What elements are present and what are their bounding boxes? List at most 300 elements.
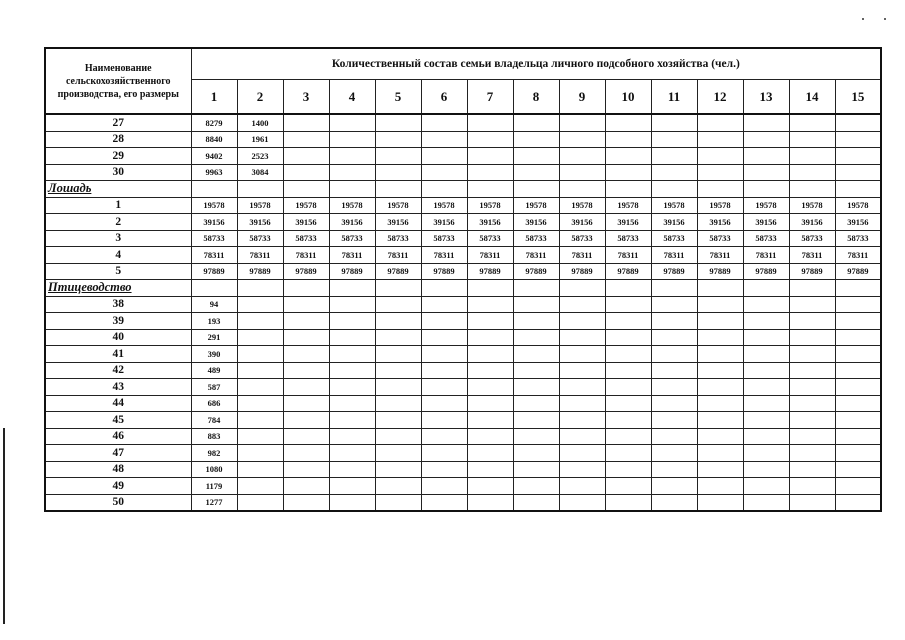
table-row: [45, 362, 881, 379]
empty-cell: [559, 114, 605, 131]
empty-cell: [835, 412, 881, 429]
row-label: 29: [45, 148, 191, 165]
empty-cell: [605, 445, 651, 462]
column-number-header: 13: [743, 80, 789, 115]
empty-cell: [283, 148, 329, 165]
empty-cell: [283, 346, 329, 363]
empty-cell: [421, 164, 467, 181]
empty-cell: [651, 494, 697, 511]
empty-cell: [697, 329, 743, 346]
value-cell: 2523: [237, 148, 283, 165]
value-cell: 78311: [789, 247, 835, 264]
column-number-header: 15: [835, 80, 881, 115]
empty-cell: [743, 494, 789, 511]
empty-cell: [329, 494, 375, 511]
table-row: [45, 445, 881, 462]
empty-cell: [237, 362, 283, 379]
column-number-header: 14: [789, 80, 835, 115]
table-row: [45, 197, 881, 214]
empty-cell: [237, 346, 283, 363]
value-cell: 78311: [191, 247, 237, 264]
empty-cell: [789, 329, 835, 346]
empty-cell: [513, 313, 559, 330]
value-cell: 58733: [605, 230, 651, 247]
empty-cell: [651, 445, 697, 462]
row-label: 39: [45, 313, 191, 330]
empty-cell: [559, 346, 605, 363]
empty-cell: [329, 461, 375, 478]
empty-cell: [789, 313, 835, 330]
value-cell: 97889: [283, 263, 329, 280]
value-cell: 1277: [191, 494, 237, 511]
empty-cell: [467, 362, 513, 379]
value-cell: 78311: [283, 247, 329, 264]
column-number-header: 10: [605, 80, 651, 115]
value-cell: 19578: [329, 197, 375, 214]
empty-cell: [237, 329, 283, 346]
empty-cell: [835, 494, 881, 511]
empty-cell: [559, 428, 605, 445]
empty-cell: [835, 395, 881, 412]
empty-cell: [375, 412, 421, 429]
empty-cell: [743, 280, 789, 297]
empty-cell: [559, 296, 605, 313]
empty-cell: [467, 346, 513, 363]
empty-cell: [835, 181, 881, 198]
table-row: [45, 313, 881, 330]
table-row: [45, 263, 881, 280]
value-cell: 94: [191, 296, 237, 313]
empty-cell: [421, 379, 467, 396]
value-cell: 19578: [467, 197, 513, 214]
empty-cell: [835, 313, 881, 330]
scan-edge-mark: [3, 428, 5, 624]
value-cell: 97889: [697, 263, 743, 280]
empty-cell: [605, 280, 651, 297]
empty-cell: [651, 461, 697, 478]
empty-cell: [559, 412, 605, 429]
empty-cell: [651, 296, 697, 313]
table-row: [45, 478, 881, 495]
empty-cell: [513, 346, 559, 363]
row-label: 47: [45, 445, 191, 462]
empty-cell: [375, 280, 421, 297]
value-cell: 39156: [375, 214, 421, 231]
empty-cell: [743, 329, 789, 346]
empty-cell: [283, 362, 329, 379]
empty-cell: [329, 148, 375, 165]
empty-cell: [283, 445, 329, 462]
empty-cell: [375, 164, 421, 181]
empty-cell: [283, 280, 329, 297]
empty-cell: [559, 280, 605, 297]
value-cell: 8279: [191, 114, 237, 131]
row-label: 49: [45, 478, 191, 495]
value-cell: 39156: [237, 214, 283, 231]
value-cell: 78311: [329, 247, 375, 264]
value-cell: 193: [191, 313, 237, 330]
value-cell: 78311: [743, 247, 789, 264]
empty-cell: [329, 362, 375, 379]
empty-cell: [605, 461, 651, 478]
empty-cell: [743, 181, 789, 198]
empty-cell: [605, 494, 651, 511]
empty-cell: [421, 445, 467, 462]
empty-cell: [559, 362, 605, 379]
empty-cell: [651, 478, 697, 495]
empty-cell: [697, 181, 743, 198]
empty-cell: [237, 494, 283, 511]
empty-cell: [789, 280, 835, 297]
empty-cell: [835, 478, 881, 495]
row-label: 40: [45, 329, 191, 346]
empty-cell: [329, 131, 375, 148]
empty-cell: [191, 280, 237, 297]
empty-cell: [467, 412, 513, 429]
empty-cell: [697, 131, 743, 148]
row-label: 42: [45, 362, 191, 379]
empty-cell: [743, 296, 789, 313]
value-cell: 39156: [191, 214, 237, 231]
value-cell: 58733: [651, 230, 697, 247]
empty-cell: [605, 181, 651, 198]
row-label: 45: [45, 412, 191, 429]
empty-cell: [421, 329, 467, 346]
section-title: Лошадь: [45, 181, 191, 198]
value-cell: 19578: [421, 197, 467, 214]
value-cell: 19578: [651, 197, 697, 214]
value-cell: 489: [191, 362, 237, 379]
empty-cell: [605, 362, 651, 379]
empty-cell: [283, 412, 329, 429]
value-cell: 19578: [835, 197, 881, 214]
empty-cell: [375, 461, 421, 478]
empty-cell: [237, 412, 283, 429]
row-label: 43: [45, 379, 191, 396]
value-cell: 9402: [191, 148, 237, 165]
value-cell: 97889: [467, 263, 513, 280]
value-cell: 78311: [421, 247, 467, 264]
empty-cell: [421, 148, 467, 165]
row-label: 5: [45, 263, 191, 280]
value-cell: 1179: [191, 478, 237, 495]
value-cell: 39156: [283, 214, 329, 231]
empty-cell: [835, 362, 881, 379]
empty-cell: [421, 346, 467, 363]
column-number-header: 2: [237, 80, 283, 115]
value-cell: 58733: [283, 230, 329, 247]
empty-cell: [697, 445, 743, 462]
empty-cell: [605, 131, 651, 148]
value-cell: 58733: [467, 230, 513, 247]
value-cell: 58733: [191, 230, 237, 247]
value-cell: 97889: [605, 263, 651, 280]
empty-cell: [375, 313, 421, 330]
empty-cell: [283, 478, 329, 495]
column-number-header: 6: [421, 80, 467, 115]
value-cell: 97889: [421, 263, 467, 280]
empty-cell: [421, 412, 467, 429]
empty-cell: [375, 395, 421, 412]
value-cell: 97889: [559, 263, 605, 280]
value-cell: 39156: [559, 214, 605, 231]
empty-cell: [329, 395, 375, 412]
empty-cell: [559, 313, 605, 330]
table-row: [45, 230, 881, 247]
empty-cell: [329, 412, 375, 429]
row-label: 41: [45, 346, 191, 363]
empty-cell: [697, 379, 743, 396]
value-cell: 39156: [605, 214, 651, 231]
empty-cell: [513, 395, 559, 412]
empty-cell: [559, 395, 605, 412]
value-cell: 784: [191, 412, 237, 429]
value-cell: 19578: [605, 197, 651, 214]
empty-cell: [329, 428, 375, 445]
value-cell: 78311: [697, 247, 743, 264]
value-cell: 58733: [513, 230, 559, 247]
value-cell: 982: [191, 445, 237, 462]
empty-cell: [789, 114, 835, 131]
empty-cell: [835, 164, 881, 181]
empty-cell: [467, 280, 513, 297]
empty-cell: [605, 412, 651, 429]
empty-cell: [743, 445, 789, 462]
table-row: [45, 412, 881, 429]
empty-cell: [789, 461, 835, 478]
empty-cell: [605, 313, 651, 330]
value-cell: 39156: [743, 214, 789, 231]
value-cell: 1080: [191, 461, 237, 478]
table-row: [45, 148, 881, 165]
empty-cell: [237, 181, 283, 198]
empty-cell: [375, 428, 421, 445]
empty-cell: [329, 313, 375, 330]
value-cell: 58733: [375, 230, 421, 247]
empty-cell: [697, 478, 743, 495]
empty-cell: [283, 379, 329, 396]
empty-cell: [789, 494, 835, 511]
table-row: [45, 247, 881, 264]
empty-cell: [789, 164, 835, 181]
column-number-header: 1: [191, 80, 237, 115]
table-row: [45, 164, 881, 181]
value-cell: 58733: [835, 230, 881, 247]
empty-cell: [513, 181, 559, 198]
empty-cell: [513, 164, 559, 181]
row-label: 27: [45, 114, 191, 131]
table-row: [45, 296, 881, 313]
empty-cell: [651, 313, 697, 330]
empty-cell: [421, 131, 467, 148]
empty-cell: [329, 445, 375, 462]
row-label: 3: [45, 230, 191, 247]
empty-cell: [743, 114, 789, 131]
table-row: [45, 428, 881, 445]
value-cell: 587: [191, 379, 237, 396]
empty-cell: [697, 461, 743, 478]
empty-cell: [651, 428, 697, 445]
value-cell: 19578: [789, 197, 835, 214]
table-row: [45, 114, 881, 131]
section-row: [45, 280, 881, 297]
empty-cell: [743, 461, 789, 478]
empty-cell: [513, 379, 559, 396]
empty-cell: [467, 379, 513, 396]
empty-cell: [329, 181, 375, 198]
empty-cell: [375, 478, 421, 495]
column-number-header: 3: [283, 80, 329, 115]
column-number-header: 8: [513, 80, 559, 115]
value-cell: 97889: [237, 263, 283, 280]
empty-cell: [375, 445, 421, 462]
empty-cell: [789, 296, 835, 313]
row-label: 28: [45, 131, 191, 148]
empty-cell: [421, 296, 467, 313]
row-label: 46: [45, 428, 191, 445]
empty-cell: [697, 296, 743, 313]
column-number-header: 5: [375, 80, 421, 115]
row-label: 30: [45, 164, 191, 181]
empty-cell: [789, 181, 835, 198]
value-cell: 58733: [237, 230, 283, 247]
empty-cell: [697, 428, 743, 445]
empty-cell: [421, 362, 467, 379]
value-cell: 9963: [191, 164, 237, 181]
empty-cell: [513, 148, 559, 165]
value-cell: 39156: [513, 214, 559, 231]
empty-cell: [375, 131, 421, 148]
empty-cell: [559, 131, 605, 148]
empty-cell: [513, 478, 559, 495]
empty-cell: [467, 494, 513, 511]
empty-cell: [605, 379, 651, 396]
empty-cell: [743, 412, 789, 429]
value-cell: 39156: [421, 214, 467, 231]
empty-cell: [559, 478, 605, 495]
empty-cell: [651, 114, 697, 131]
column-number-header: 7: [467, 80, 513, 115]
empty-cell: [697, 412, 743, 429]
empty-cell: [421, 395, 467, 412]
row-label: 1: [45, 197, 191, 214]
value-cell: 8840: [191, 131, 237, 148]
value-cell: 97889: [651, 263, 697, 280]
empty-cell: [329, 346, 375, 363]
empty-cell: [697, 494, 743, 511]
empty-cell: [421, 313, 467, 330]
empty-cell: [743, 379, 789, 396]
empty-cell: [789, 362, 835, 379]
empty-cell: [329, 280, 375, 297]
value-cell: 883: [191, 428, 237, 445]
empty-cell: [559, 148, 605, 165]
empty-cell: [375, 362, 421, 379]
empty-cell: [467, 131, 513, 148]
empty-cell: [467, 461, 513, 478]
value-cell: 97889: [329, 263, 375, 280]
empty-cell: [743, 346, 789, 363]
empty-cell: [513, 329, 559, 346]
value-cell: 19578: [283, 197, 329, 214]
empty-cell: [789, 395, 835, 412]
empty-cell: [467, 114, 513, 131]
empty-cell: [421, 114, 467, 131]
empty-cell: [237, 478, 283, 495]
value-cell: 78311: [605, 247, 651, 264]
empty-cell: [651, 379, 697, 396]
empty-cell: [835, 280, 881, 297]
empty-cell: [697, 362, 743, 379]
empty-cell: [513, 428, 559, 445]
empty-cell: [743, 313, 789, 330]
value-cell: 19578: [513, 197, 559, 214]
row-label: 44: [45, 395, 191, 412]
empty-cell: [283, 329, 329, 346]
column-number-header: 9: [559, 80, 605, 115]
value-cell: 97889: [743, 263, 789, 280]
empty-cell: [697, 395, 743, 412]
table-body: [45, 114, 881, 511]
empty-cell: [559, 164, 605, 181]
empty-cell: [605, 428, 651, 445]
empty-cell: [789, 412, 835, 429]
empty-cell: [375, 148, 421, 165]
empty-cell: [375, 346, 421, 363]
scan-dot: [862, 18, 864, 20]
empty-cell: [743, 428, 789, 445]
row-label: 48: [45, 461, 191, 478]
value-cell: 58733: [421, 230, 467, 247]
empty-cell: [743, 362, 789, 379]
empty-cell: [329, 114, 375, 131]
empty-cell: [513, 131, 559, 148]
empty-cell: [467, 296, 513, 313]
empty-cell: [283, 494, 329, 511]
empty-cell: [651, 131, 697, 148]
row-label: 2: [45, 214, 191, 231]
empty-cell: [789, 428, 835, 445]
empty-cell: [237, 461, 283, 478]
name-column-header: Наименование сельскохозяйственного производства, его размеры: [45, 48, 191, 114]
empty-cell: [697, 313, 743, 330]
empty-cell: [467, 329, 513, 346]
empty-cell: [559, 379, 605, 396]
empty-cell: [651, 346, 697, 363]
empty-cell: [559, 494, 605, 511]
empty-cell: [329, 164, 375, 181]
table-row: [45, 379, 881, 396]
row-label: 4: [45, 247, 191, 264]
empty-cell: [835, 329, 881, 346]
empty-cell: [835, 131, 881, 148]
empty-cell: [421, 181, 467, 198]
value-cell: 39156: [467, 214, 513, 231]
empty-cell: [789, 379, 835, 396]
section-row: [45, 181, 881, 198]
empty-cell: [237, 313, 283, 330]
value-cell: 3084: [237, 164, 283, 181]
empty-cell: [283, 181, 329, 198]
table-row: [45, 461, 881, 478]
empty-cell: [237, 280, 283, 297]
empty-cell: [651, 148, 697, 165]
empty-cell: [651, 362, 697, 379]
empty-cell: [375, 494, 421, 511]
empty-cell: [513, 445, 559, 462]
family-size-title: Количественный состав семьи владельца личного подсобного хозяйства (чел.): [191, 48, 881, 80]
value-cell: 39156: [789, 214, 835, 231]
